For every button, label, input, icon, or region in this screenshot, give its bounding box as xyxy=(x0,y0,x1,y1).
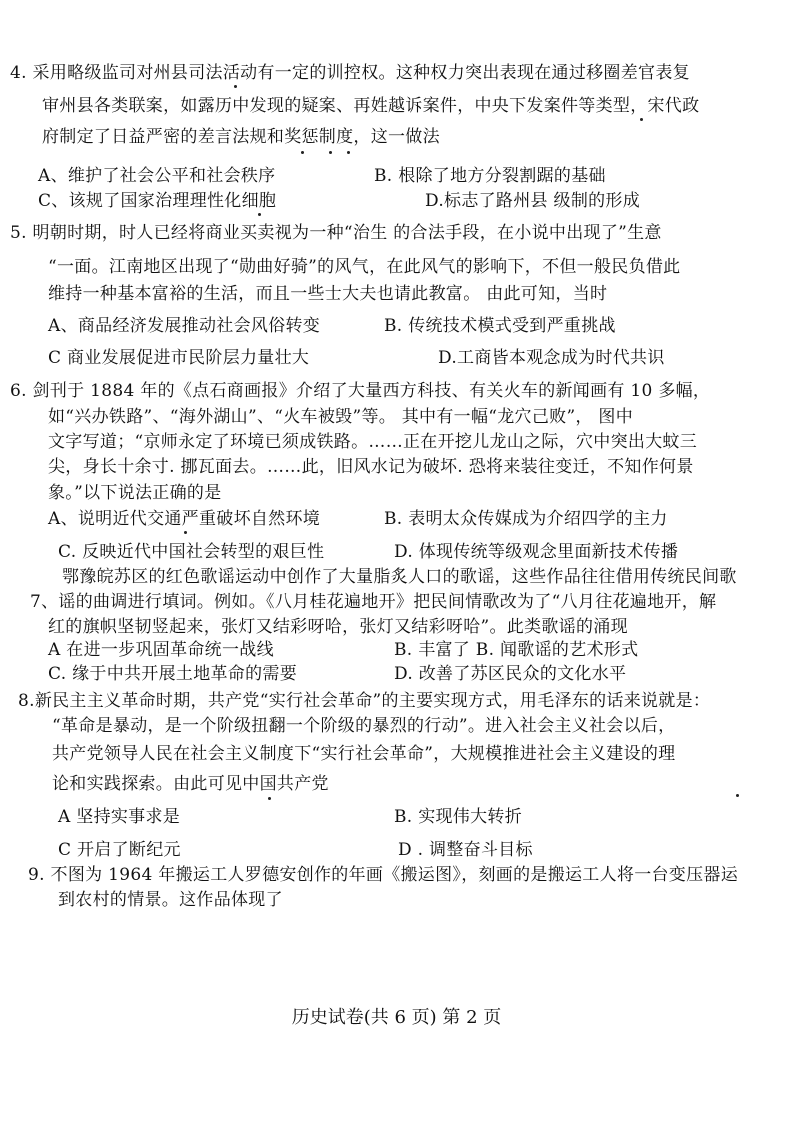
q8-option-d: D . 调整奋斗目标 xyxy=(398,840,533,860)
q9-line-1: 9. 不图为 1964 年搬运工人罗德安创作的年画《搬运图》，刻画的是搬运工人将一台变压器运 xyxy=(28,865,738,885)
q4-option-d: D.标志了路州县 级制的形成 xyxy=(425,191,641,211)
q7-line-1: 鄂豫皖苏区的红色歌谣运动中创作了大量脂炙人口的歌谣，这些作品往往借用传统民间歌 xyxy=(62,567,737,587)
q4-option-c: C、该规了国家治理理性化细胞 xyxy=(38,191,277,211)
q6-line-5: 象。”以下说法正确的是 xyxy=(48,483,222,503)
q6-option-d: D. 体现传统等级观念里面新技术传播 xyxy=(394,542,679,562)
q4-option-b: B. 根除了地方分裂割踞的基础 xyxy=(374,166,606,186)
emphasis-dot xyxy=(258,213,261,216)
q6-line-2: 如“兴办铁路”、“海外湖山”、“火车被毁”等。 其中有一幅“龙穴己败”， 图中 xyxy=(48,407,634,427)
q6-option-c: C. 反映近代中国社会转型的艰巨性 xyxy=(58,542,325,562)
emphasis-dot xyxy=(234,85,237,88)
q8-option-a: A 坚持实事求是 xyxy=(58,807,181,827)
q7-option-a: A 在进一步巩固革命统一战线 xyxy=(48,640,274,660)
emphasis-dot xyxy=(184,531,187,534)
q6-line-1: 6. 剑刊于 1884 年的《点石商画报》介绍了大量西方科技、有关火车的新闻画有 10 多幅， xyxy=(10,381,711,401)
q7-line-2: 7、谣的曲调进行填词。例如。《八月桂花遍地开》把民间情歌改为了“八月往花遍地开，解 xyxy=(30,592,717,612)
q6-option-a: A、说明近代交通严重破坏自然环境 xyxy=(48,509,321,529)
q5-option-d: D.工商皆本观念成为时代共识 xyxy=(438,348,665,368)
q7-option-c: C. 缘于中共开展土地革命的需要 xyxy=(48,664,298,684)
q7-line-3: 红的旗帜坚韧竖起来，张灯又结彩呀哈，张灯又结彩呀哈”。此类歌谣的涌现 xyxy=(48,617,628,637)
page-footer: 历史试卷(共 6 页) 第 2 页 xyxy=(291,1007,502,1028)
q4-line-3: 府制定了日益严密的差言法规和奖惩制度，这一做法 xyxy=(42,127,440,147)
q8-option-b: B. 实现伟大转折 xyxy=(394,807,522,827)
q8-option-c: C 开启了断纪元 xyxy=(58,840,181,860)
q6-line-4: 尖，身长十余寸. 挪瓦面去。……此，旧风水记为破坏. 恐将来装往变迁，不知作何景 xyxy=(48,457,694,477)
emphasis-dot xyxy=(329,151,332,154)
q7-option-b: B. 丰富了 B. 闻歌谣的艺术形式 xyxy=(394,640,639,660)
emphasis-dot xyxy=(640,118,643,121)
q8-line-3: 共产党领导人民在社会主义制度下“实行社会革命”，大规模推进社会主义建设的理 xyxy=(52,744,676,764)
q5-option-a: A、商品经济发展推动社会风俗转变 xyxy=(48,316,321,336)
q7-option-d: D. 改善了苏区民众的文化水平 xyxy=(394,664,627,684)
emphasis-dot xyxy=(268,797,271,800)
emphasis-dot xyxy=(736,794,739,797)
q6-line-3: 文字写道；“京师永定了环境已须成铁路。……正在开挖儿龙山之际，穴中突出大蚊三 xyxy=(48,432,698,452)
q5-line-2: “一面。江南地区出现了“勋曲好骑”的风气，在此风气的影响下，不但一般民负借此 xyxy=(48,257,681,277)
q8-line-1: 8.新民主主义革命时期，共产党“实行社会革命”的主要实现方式，用毛泽东的话来说就是： xyxy=(18,691,711,711)
q8-line-4: 论和实践探索。由此可见中国共产党 xyxy=(52,774,329,794)
q5-line-1: 5. 明朝时期，时人已经将商业买卖视为一种“治生 的合法手段，在小说中出现了”生意 xyxy=(10,223,662,243)
q4-line-1: 4. 采用略级监司对州县司法活动有一定的训控权。这种权力突出表现在通过移圈差官表复 xyxy=(10,63,690,83)
q5-option-b: B. 传统技术模式受到严重挑战 xyxy=(384,316,616,336)
q5-line-3: 维持一种基本富裕的生活，而且一些士大夫也请此教富。 由此可知，当时 xyxy=(48,284,608,304)
q9-line-2: 到农村的情景。这作品体现了 xyxy=(58,890,283,910)
q8-line-2: “革命是暴动，是一个阶级扭翻一个阶级的暴烈的行动”。进入社会主义社会以后， xyxy=(52,716,676,736)
q4-option-a: A、维护了社会公平和社会秩序 xyxy=(38,166,276,186)
q5-option-c: C 商业发展促进市民阶层力量壮大 xyxy=(48,348,310,368)
emphasis-dot xyxy=(347,151,350,154)
q6-option-b: B. 表明太众传媒成为介绍四学的主力 xyxy=(384,509,668,529)
emphasis-dot xyxy=(301,151,304,154)
q4-line-2: 审州县各类联案，如露历中发现的疑案、再姓越诉案件，中央下发案件等类型，宋代政 xyxy=(42,96,700,116)
